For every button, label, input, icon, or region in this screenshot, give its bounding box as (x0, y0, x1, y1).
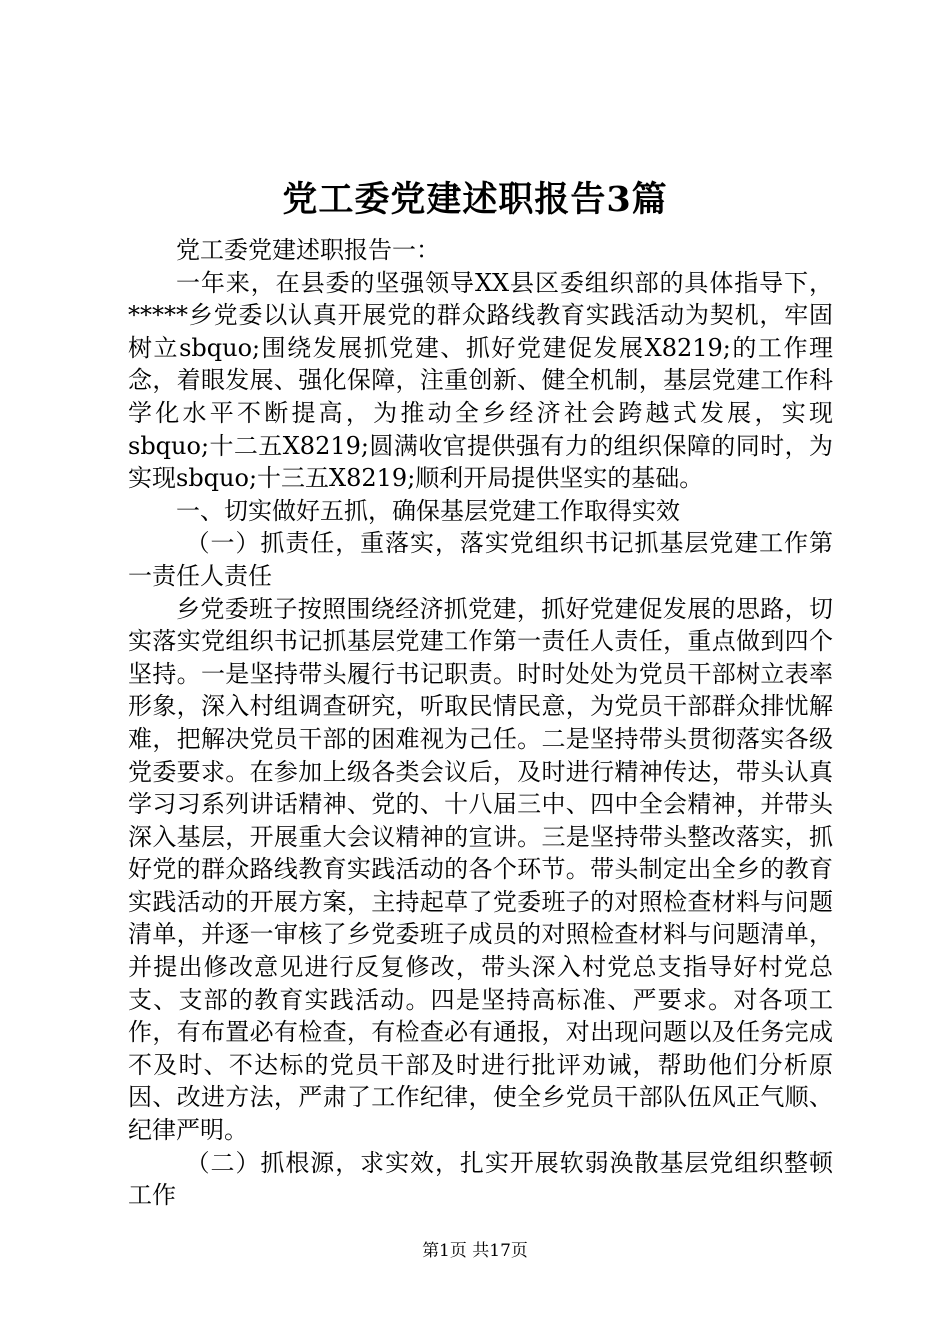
subsection-heading-one: （一）抓责任，重落实，落实党组织书记抓基层党建工作第一责任人责任 (128, 529, 833, 590)
subsection-heading-two: （二）抓根源，求实效，扎实开展软弱涣散基层党组织整顿工作 (128, 1148, 833, 1210)
page-footer: 第1页 共17页 (422, 1241, 528, 1261)
section-heading-one: 一、切实做好五抓，确保基层党建工作取得实效 (176, 496, 680, 525)
paragraph-responsibility: 乡党委班子按照围绕经济抓党建，抓好党建促发展的思路，切实落实党组织书记抓基层党建工作第一责任人责任，重点做到四个坚持。一是坚持带头履行书记职责。时时处处为党员干部树立表率形象，深入村组调查研究，听取民情民意，为党员干部群众排忧解难，把解决党员干部的困难视为己任。二是坚持带头贯彻落实各级党委要求。在参加上级各类会议后，及时进行精神传达，带头认真学习习系列讲话精神、党的、十八届三中、四中全会精神，并带头深入基层，开展重大会议精神的宣讲。三是坚持带头整改落实，抓好党的群众路线教育实践活动的各个环节。带头制定出全乡的教育实践活动的开展方案，主持起草了党委班子的对照检查材料与问题清单，并逐一审核了乡党委班子成员的对照检查材料与问题清单，并提出修改意见进行反复修改，带头深入村党总支指导好村党总支、支部的教育实践活动。四是坚持高标准、严要求。对各项工作，有布置必有检查，有检查必有通报，对出现问题以及任务完成不及时、不达标的党员干部及时进行批评劝诫，帮助他们分析原因、改进方法，严肃了工作纪律，使全乡党员干部队伍风正气顺、纪律严明。 (128, 594, 833, 1145)
paragraph-heading-report-one: 党工委党建述职报告一： (176, 236, 440, 264)
paragraph-intro: 一年来，在县委的坚强领导XX县区委组织部的具体指导下，*****乡党委以认真开展党的群众路线教育实践活动为契机，牢固树立sbquo;围绕发展抓党建、抓好党建促发展X8219;的工作理念，着眼发展、强化保障，注重创新、健全机制，基层党建工作科学化水平不断提高，为推动全乡经济社会跨越式发展，实现sbquo;十二五X8219;圆满收官提供强有力的组织保障的同时，为实现sbquo;十三五X8219;顺利开局提供坚实的基础。 (128, 268, 833, 493)
document-body (128, 234, 833, 1212)
document-title: 党工委党建述职报告3篇 (282, 179, 668, 220)
